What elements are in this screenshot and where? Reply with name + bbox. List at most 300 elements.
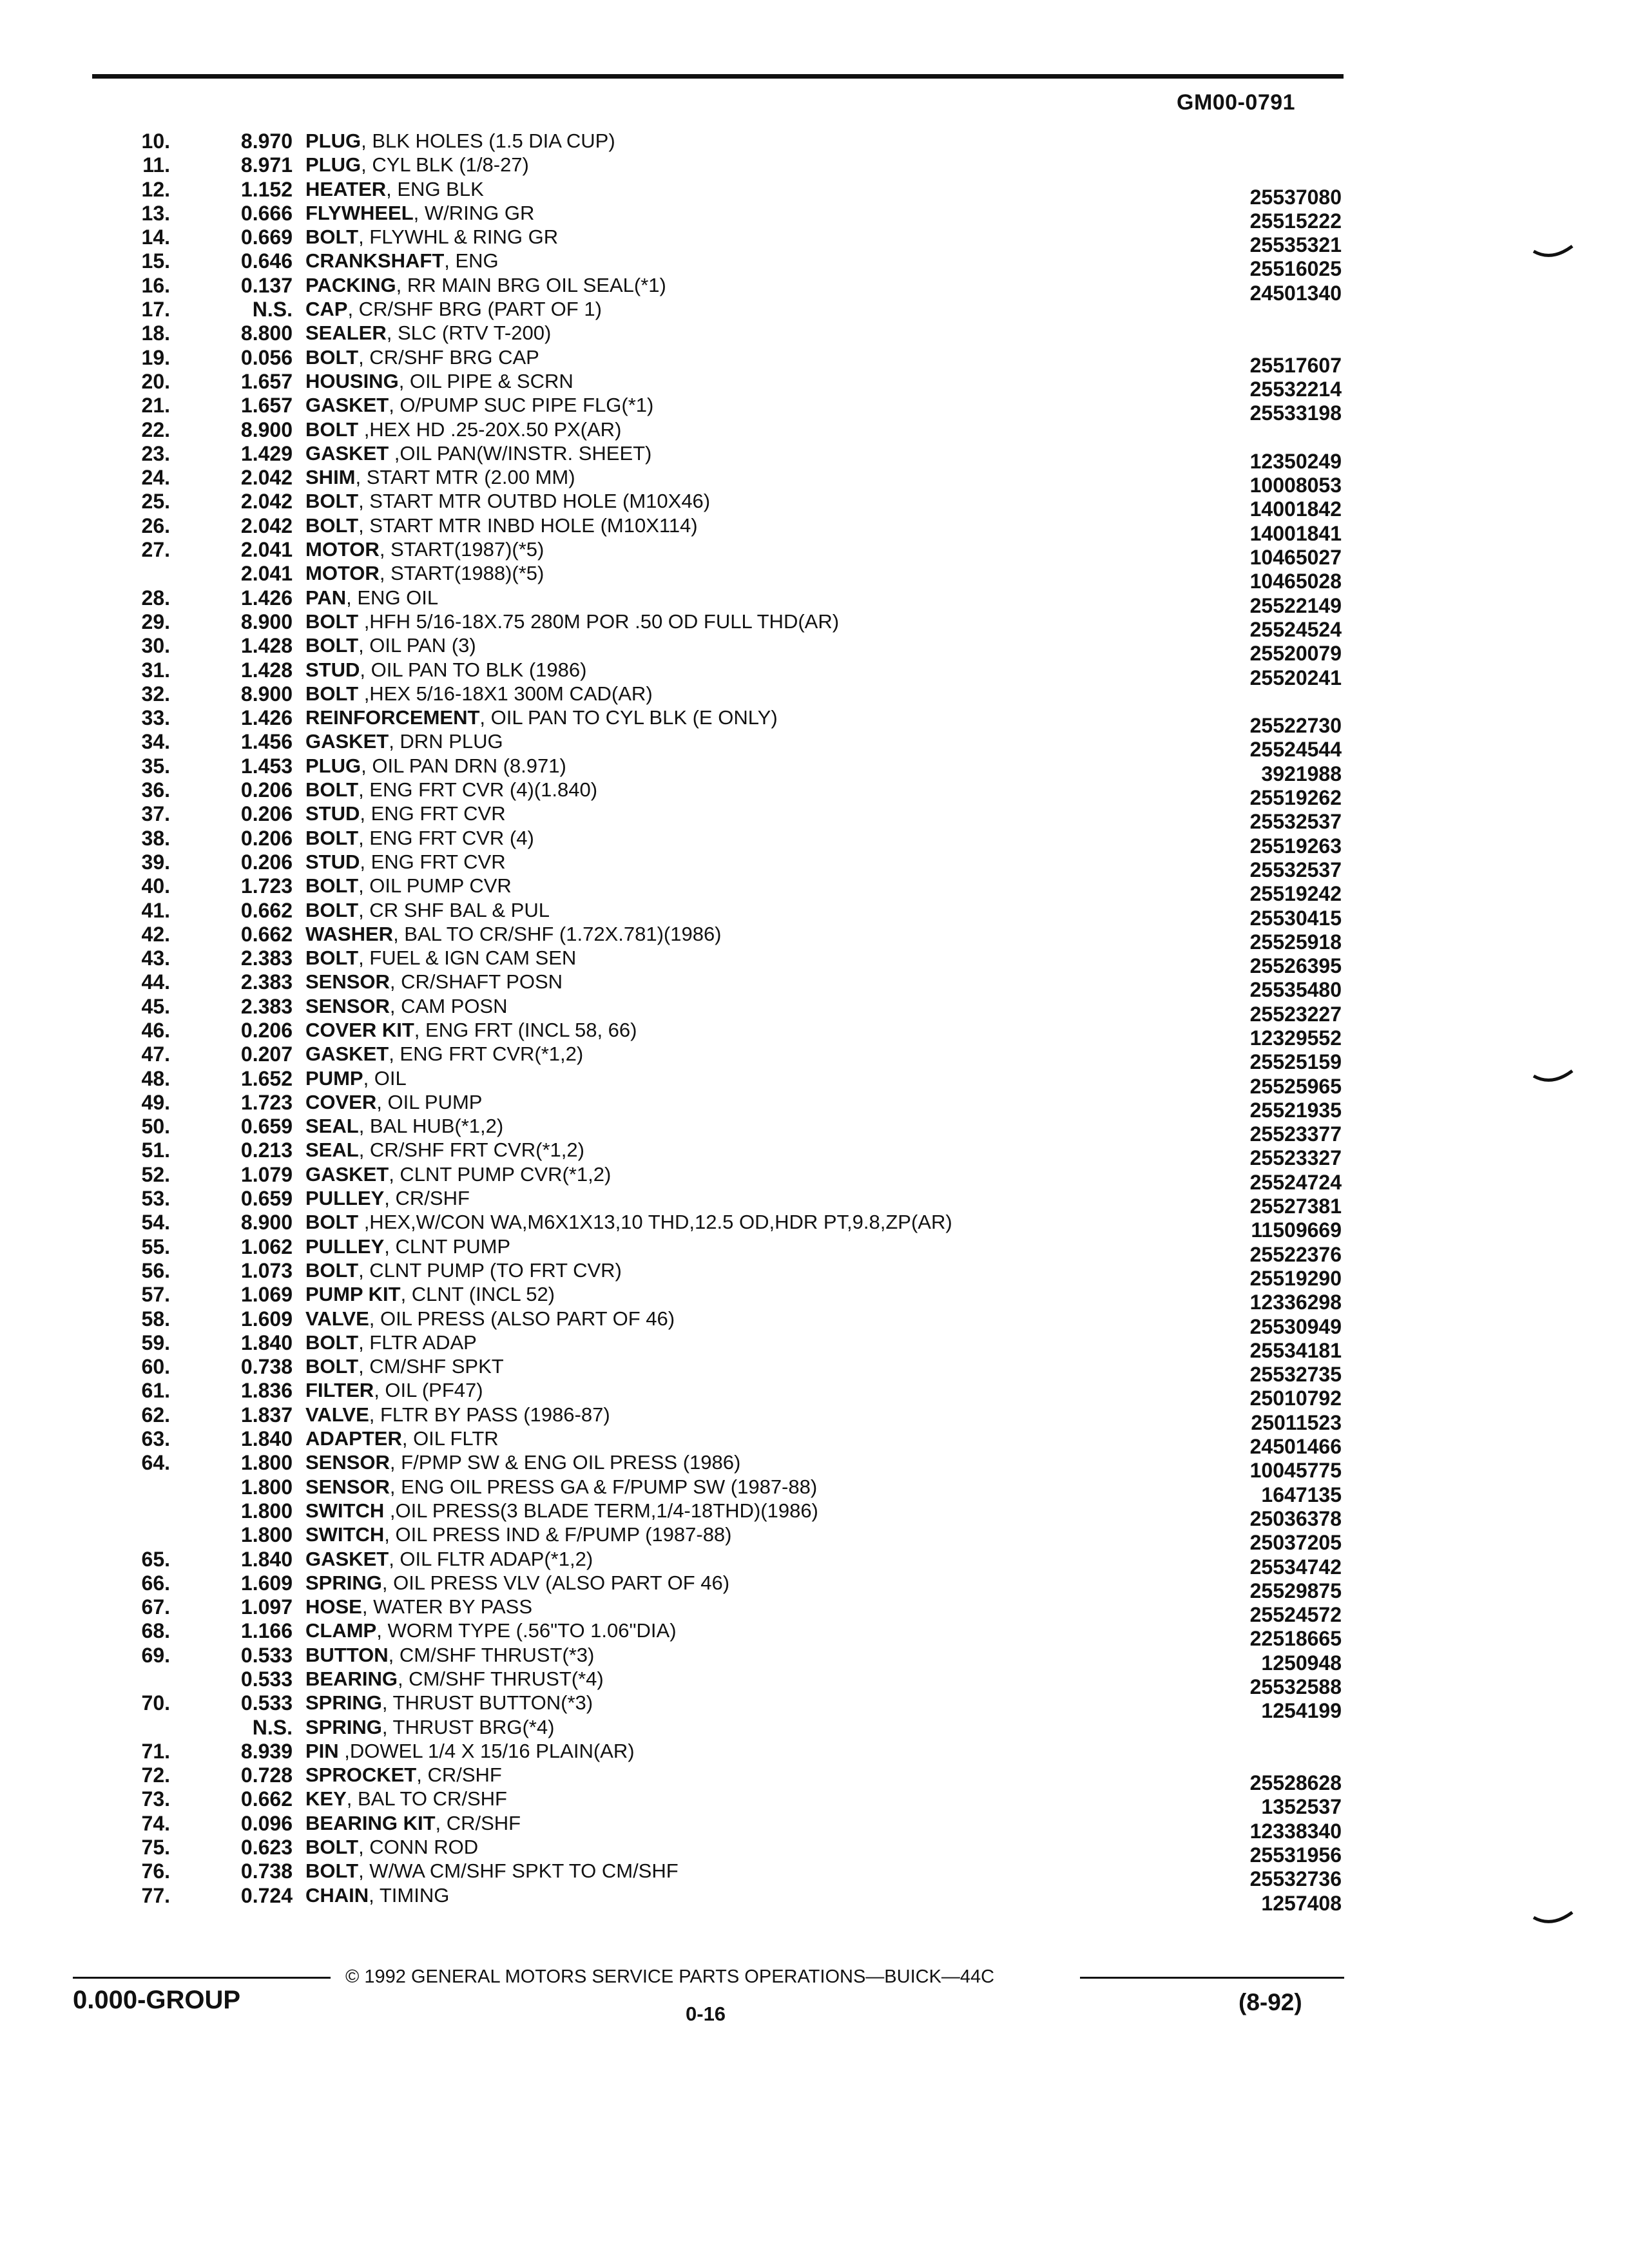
part-row xyxy=(0,1498,1629,1530)
part-detail: ,HEX HD .25-20X.50 PX(AR) xyxy=(358,418,622,441)
ref-number: 14. xyxy=(141,226,170,249)
part-row xyxy=(0,1666,1629,1698)
part-row xyxy=(0,1570,1629,1602)
part-detail: , ENG FRT CVR(*1,2) xyxy=(389,1043,584,1066)
part-name: MOTOR xyxy=(305,538,380,561)
part-row xyxy=(0,777,1629,810)
part-number: 12329552 xyxy=(1249,1026,1342,1050)
part-row xyxy=(0,537,1629,570)
part-number: 25534181 xyxy=(1249,1338,1342,1362)
part-detail: , FLTR BY PASS (1986-87) xyxy=(369,1403,610,1426)
part-name: FLYWHEEL xyxy=(305,201,414,224)
dot-leader xyxy=(514,1356,1204,1376)
part-detail: , BAL TO CR/SHF xyxy=(346,1787,507,1811)
part-row xyxy=(0,1017,1629,1050)
dot-leader xyxy=(648,1020,1204,1039)
part-name: BOLT xyxy=(305,898,359,921)
part-name: BOLT xyxy=(305,778,359,802)
part-name: BEARING KIT xyxy=(305,1811,436,1834)
part-detail: , OIL PRESS (ALSO PART OF 46) xyxy=(369,1307,675,1330)
part-description xyxy=(305,706,778,729)
part-row xyxy=(0,801,1629,834)
ref-number: 16. xyxy=(141,273,170,297)
dot-leader xyxy=(522,876,1204,895)
group-number: 0.662 xyxy=(240,922,293,946)
dot-leader xyxy=(568,227,1204,246)
part-detail: , CYL BLK (1/8-27) xyxy=(361,153,529,177)
ref-number: 77. xyxy=(141,1883,170,1907)
part-description xyxy=(305,874,512,898)
dot-leader xyxy=(487,1332,1204,1352)
group-number: 1.609 xyxy=(240,1571,293,1595)
part-row xyxy=(0,177,1629,209)
ref-number: 42. xyxy=(141,922,170,946)
part-name: SENSOR xyxy=(305,1475,390,1498)
part-row xyxy=(0,1426,1629,1459)
part-number: 25532736 xyxy=(1249,1867,1342,1891)
part-number: 25535480 xyxy=(1249,978,1342,1002)
part-description xyxy=(305,1763,502,1787)
part-name: HOSE xyxy=(305,1595,362,1619)
ref-number: 35. xyxy=(141,754,170,778)
dot-leader xyxy=(631,419,1204,439)
dot-leader xyxy=(488,1837,1204,1856)
part-name: BOLT xyxy=(305,514,359,537)
ref-number: 64. xyxy=(141,1451,170,1475)
part-row xyxy=(0,1258,1629,1290)
dot-leader xyxy=(621,1164,1204,1184)
group-number: 8.900 xyxy=(240,1211,293,1235)
part-detail: , CM/SHF SPKT xyxy=(358,1355,504,1378)
group-number: 1.429 xyxy=(240,441,293,465)
part-description xyxy=(305,682,653,706)
part-row xyxy=(0,1786,1629,1819)
part-detail: , CM/SHF THRUST(*3) xyxy=(388,1643,595,1666)
group-number: 0.056 xyxy=(240,345,293,369)
part-name: SPRING xyxy=(305,1691,382,1715)
group-number: 1.800 xyxy=(240,1475,293,1499)
part-description xyxy=(305,1644,594,1667)
group-number: 1.152 xyxy=(240,177,293,201)
ref-number: 63. xyxy=(141,1427,170,1451)
part-name: BOLT xyxy=(305,1860,359,1883)
ref-number: 43. xyxy=(141,947,170,970)
dot-leader xyxy=(554,563,1204,582)
part-number: 25521935 xyxy=(1249,1098,1342,1122)
part-name: ADAPTER xyxy=(305,1427,402,1450)
part-row xyxy=(0,1186,1629,1218)
dot-leader xyxy=(603,1693,1204,1712)
dot-leader xyxy=(417,1068,1204,1088)
part-detail: , ENG FRT CVR xyxy=(360,802,506,825)
part-detail: , CLNT PUMP xyxy=(384,1235,511,1258)
group-number: 0.206 xyxy=(240,778,293,802)
part-description xyxy=(305,1187,470,1210)
part-row xyxy=(0,1858,1629,1891)
ref-number: 21. xyxy=(141,394,170,418)
group-number: 0.533 xyxy=(240,1667,293,1691)
dot-leader xyxy=(487,635,1204,655)
dot-leader xyxy=(480,1188,1204,1207)
part-number: 25011523 xyxy=(1251,1410,1342,1434)
part-row xyxy=(0,1354,1629,1387)
dot-leader xyxy=(514,731,1204,751)
ref-number: 33. xyxy=(141,706,170,730)
dot-leader xyxy=(708,515,1204,535)
part-row xyxy=(0,296,1629,320)
part-detail: , CR/SHF FRT CVR(*1,2) xyxy=(358,1139,584,1162)
dot-leader xyxy=(849,611,1204,631)
group-number: 8.800 xyxy=(240,322,293,345)
part-number: 24501340 xyxy=(1249,281,1342,305)
group-number: 0.206 xyxy=(240,1018,293,1042)
dot-leader xyxy=(584,371,1204,390)
part-row xyxy=(0,273,1629,305)
part-description xyxy=(305,1091,482,1114)
part-row xyxy=(0,128,1629,152)
part-detail: , W/WA CM/SHF SPKT TO CM/SHF xyxy=(358,1860,679,1883)
part-detail: , F/PMP SW & ENG OIL PRESS (1986) xyxy=(389,1451,741,1474)
part-detail: , OIL FLTR xyxy=(401,1427,499,1450)
part-row xyxy=(0,681,1629,705)
part-number: 25516025 xyxy=(1249,257,1342,281)
ref-number: 39. xyxy=(141,850,170,874)
part-number: 1250948 xyxy=(1261,1651,1342,1675)
dot-leader xyxy=(720,491,1204,510)
group-number: 2.042 xyxy=(240,466,293,490)
part-detail: , ENG OIL xyxy=(346,586,439,609)
part-name: SENSOR xyxy=(305,1451,390,1474)
part-detail: , CR SHF BAL & PUL xyxy=(358,898,550,921)
part-detail: , ENG OIL PRESS GA & F/PUMP SW (1987-88) xyxy=(389,1475,818,1498)
ref-number: 53. xyxy=(141,1187,170,1211)
ref-number: 59. xyxy=(141,1331,170,1354)
group-number: 1.840 xyxy=(240,1427,293,1451)
part-name: CRANKSHAFT xyxy=(305,249,445,273)
part-name: PACKING xyxy=(305,273,396,296)
part-detail: , START(1987)(*5) xyxy=(379,538,545,561)
part-name: WASHER xyxy=(305,922,394,945)
part-name: PULLEY xyxy=(305,1235,385,1258)
part-description xyxy=(305,995,508,1018)
part-description xyxy=(305,1115,503,1138)
part-detail: ,OIL PAN(W/INSTR. SHEET) xyxy=(389,441,652,465)
dot-leader xyxy=(492,1092,1204,1111)
part-name: SWITCH xyxy=(305,1499,385,1522)
part-description xyxy=(305,346,539,369)
part-detail: , OIL (PF47) xyxy=(374,1379,483,1402)
group-number: 8.900 xyxy=(240,682,293,706)
ref-number: 52. xyxy=(141,1162,170,1186)
ref-number: 65. xyxy=(141,1547,170,1571)
part-description xyxy=(305,1043,583,1066)
part-description xyxy=(305,1860,679,1883)
group-number: 1.723 xyxy=(240,874,293,898)
part-name: BOLT xyxy=(305,1258,359,1282)
part-number: 25529875 xyxy=(1249,1579,1342,1602)
part-name: HEATER xyxy=(305,177,387,200)
part-description xyxy=(305,1619,677,1642)
part-description xyxy=(305,1403,610,1427)
group-number: 2.383 xyxy=(240,970,293,994)
part-name: BEARING xyxy=(305,1667,398,1690)
part-description xyxy=(305,1235,510,1258)
part-row xyxy=(0,345,1629,377)
part-description xyxy=(305,1163,611,1186)
ref-number: 29. xyxy=(141,610,170,633)
part-number: 25525965 xyxy=(1249,1074,1342,1098)
part-number: 11509669 xyxy=(1251,1218,1342,1242)
part-description xyxy=(305,850,506,874)
part-row xyxy=(0,1618,1629,1651)
part-detail: , OIL PIPE & SCRN xyxy=(398,369,574,392)
dot-leader xyxy=(645,1741,1204,1760)
part-detail: , ENG FRT CVR (4)(1.840) xyxy=(358,778,598,802)
group-number: 0.213 xyxy=(240,1139,293,1162)
dot-leader xyxy=(827,1477,1204,1496)
dot-leader xyxy=(626,131,1204,150)
dot-leader xyxy=(514,1116,1204,1135)
part-number: 25525918 xyxy=(1249,930,1342,954)
part-detail: , OIL PRESS IND & F/PUMP (1987-88) xyxy=(384,1523,732,1546)
part-number: 25527381 xyxy=(1249,1195,1342,1218)
ref-number: 55. xyxy=(141,1235,170,1258)
part-detail: , CLNT (INCL 52) xyxy=(400,1283,555,1306)
dot-leader xyxy=(740,1573,1204,1592)
ref-number: 27. xyxy=(141,538,170,562)
part-detail: , O/PUMP SUC PIPE FLG(*1) xyxy=(389,394,654,417)
part-number: 25532214 xyxy=(1249,377,1342,401)
part-number: 25522149 xyxy=(1249,593,1342,617)
part-number: 12350249 xyxy=(1249,449,1342,473)
part-row xyxy=(0,1113,1629,1146)
part-number: 25524544 xyxy=(1249,738,1342,762)
part-description xyxy=(305,202,534,225)
part-number: 25534742 xyxy=(1249,1555,1342,1579)
part-row xyxy=(0,585,1629,617)
part-description xyxy=(305,1740,635,1763)
part-name: CLAMP xyxy=(305,1619,377,1642)
part-description xyxy=(305,1211,952,1234)
dot-leader xyxy=(632,1260,1204,1280)
group-number: 1.456 xyxy=(240,730,293,754)
part-number: 25515222 xyxy=(1249,209,1342,233)
part-number: 25535321 xyxy=(1249,233,1342,257)
group-number: 0.659 xyxy=(240,1187,293,1211)
dot-leader xyxy=(521,1236,1204,1256)
ref-number: 23. xyxy=(141,441,170,465)
part-number: 3921988 xyxy=(1261,762,1342,785)
dot-leader xyxy=(512,1765,1204,1784)
ref-number: 69. xyxy=(141,1643,170,1667)
group-number: 1.657 xyxy=(240,369,293,393)
group-number: 1.166 xyxy=(240,1619,293,1643)
ref-number: 10. xyxy=(141,130,170,153)
part-description xyxy=(305,1475,817,1499)
dot-leader xyxy=(608,780,1204,799)
group-number: 1.426 xyxy=(240,586,293,610)
dot-leader xyxy=(788,707,1204,727)
part-detail: , CR/SHAFT POSN xyxy=(389,970,563,994)
part-detail: , SLC (RTV T-200) xyxy=(386,322,552,345)
part-number: 25528628 xyxy=(1249,1771,1342,1795)
part-number: 25036378 xyxy=(1249,1506,1342,1530)
ref-number: 20. xyxy=(141,369,170,393)
part-description xyxy=(305,226,558,249)
dot-leader xyxy=(662,443,1204,463)
group-number: 1.609 xyxy=(240,1307,293,1331)
group-number: 8.900 xyxy=(240,418,293,441)
part-row xyxy=(0,417,1629,441)
part-description xyxy=(305,1019,637,1042)
dot-leader xyxy=(603,1549,1204,1568)
part-row xyxy=(0,1762,1629,1795)
ref-number: 48. xyxy=(141,1066,170,1090)
part-number: 25010792 xyxy=(1249,1387,1342,1410)
part-number: 25524572 xyxy=(1249,1603,1342,1627)
part-name: SEAL xyxy=(305,1115,359,1138)
part-name: STUD xyxy=(305,658,360,681)
part-detail: , ENG xyxy=(444,249,499,273)
part-detail: , START MTR (2.00 MM) xyxy=(355,466,575,489)
ref-number: 54. xyxy=(141,1211,170,1235)
ref-number: 74. xyxy=(141,1811,170,1835)
ref-number: 76. xyxy=(141,1860,170,1883)
part-name: BOLT xyxy=(305,1355,359,1378)
dot-leader xyxy=(664,395,1204,414)
revision-date: (8-92) xyxy=(1239,1989,1302,2015)
part-description xyxy=(305,634,476,657)
part-name: SEAL xyxy=(305,1139,359,1162)
part-description xyxy=(305,923,722,946)
part-number: 25523377 xyxy=(1249,1122,1342,1146)
dot-leader xyxy=(663,684,1204,703)
part-row xyxy=(0,1282,1629,1314)
part-description xyxy=(305,538,544,561)
group-number: 1.837 xyxy=(240,1403,293,1427)
part-description xyxy=(305,249,499,273)
part-detail: , RR MAIN BRG OIL SEAL(*1) xyxy=(396,273,666,296)
ref-number: 11. xyxy=(142,153,170,177)
part-detail: ,HEX 5/16-18X1 300M CAD(AR) xyxy=(358,682,653,705)
part-detail: , THRUST BUTTON(*3) xyxy=(381,1691,593,1715)
part-detail: , CR/SHF xyxy=(384,1187,470,1210)
document-code: GM00-0791 xyxy=(1177,90,1296,115)
footer-rule-left xyxy=(73,1977,331,1979)
part-name: SENSOR xyxy=(305,970,390,994)
part-name: SHIM xyxy=(305,466,356,489)
ref-number: 32. xyxy=(141,682,170,706)
group-number: 2.041 xyxy=(240,538,293,562)
part-row xyxy=(0,1306,1629,1338)
part-row xyxy=(0,945,1629,978)
dot-leader xyxy=(597,660,1204,679)
part-name: SPRING xyxy=(305,1571,382,1594)
part-number: 25532588 xyxy=(1249,1675,1342,1698)
part-name: HOUSING xyxy=(305,369,399,392)
part-row xyxy=(0,488,1629,521)
part-name: VALVE xyxy=(305,1307,369,1330)
part-detail: , OIL FLTR ADAP(*1,2) xyxy=(389,1547,593,1570)
part-detail: , CR/SHF BRG CAP xyxy=(358,345,539,369)
part-description xyxy=(305,418,621,441)
part-name: PLUG xyxy=(305,130,361,152)
part-name: GASKET xyxy=(305,730,389,753)
part-name: BOLT xyxy=(305,610,359,633)
group-number: 1.657 xyxy=(240,394,293,418)
part-number: 25524524 xyxy=(1249,617,1342,641)
part-row xyxy=(0,753,1629,785)
dot-leader xyxy=(509,251,1204,270)
part-number: 25533198 xyxy=(1249,401,1342,425)
dot-leader xyxy=(509,1428,1204,1448)
part-name: STUD xyxy=(305,850,360,873)
dot-leader xyxy=(459,1885,1204,1905)
group-number: 1.800 xyxy=(240,1499,293,1523)
ref-number: 68. xyxy=(141,1619,170,1643)
part-detail: , ENG FRT CVR (4) xyxy=(358,826,534,849)
part-detail: , CR/SHF xyxy=(435,1811,521,1834)
part-number: 25531956 xyxy=(1249,1843,1342,1867)
part-detail: , WORM TYPE (.56"TO 1.06"DIA) xyxy=(376,1619,677,1642)
part-description xyxy=(305,466,575,489)
part-number: 25519242 xyxy=(1249,882,1342,906)
part-detail: ,HEX,W/CON WA,M6X1X13,10 THD,12.5 OD,HDR PT,9.8,ZP(AR) xyxy=(358,1211,952,1234)
part-row xyxy=(0,1522,1629,1555)
part-row xyxy=(0,1378,1629,1410)
dot-leader xyxy=(550,347,1204,367)
part-number: 25532537 xyxy=(1249,858,1342,881)
top-rule xyxy=(92,74,1344,79)
part-name: BOLT xyxy=(305,947,359,970)
dot-leader xyxy=(564,1717,1204,1736)
part-name: BOLT xyxy=(305,490,359,513)
part-row xyxy=(0,441,1629,473)
part-row xyxy=(0,248,1629,281)
part-name: FILTER xyxy=(305,1379,374,1402)
page-number: 0-16 xyxy=(686,2003,726,2025)
part-name: BOLT xyxy=(305,1211,359,1234)
ref-number: 57. xyxy=(141,1283,170,1307)
group-number: 8.970 xyxy=(240,130,293,153)
ref-number: 38. xyxy=(141,826,170,850)
group-number: 8.939 xyxy=(240,1739,293,1763)
part-name: BOLT xyxy=(305,345,359,369)
dot-leader xyxy=(742,1524,1204,1544)
part-row xyxy=(0,1234,1629,1266)
part-row xyxy=(0,1162,1629,1194)
dot-leader xyxy=(545,828,1204,847)
part-number: 25519290 xyxy=(1249,1266,1342,1290)
part-name: BOLT xyxy=(305,1331,359,1354)
group-number: 0.206 xyxy=(240,850,293,874)
part-detail: , THRUST BRG(*4) xyxy=(381,1715,555,1738)
part-name: BUTTON xyxy=(305,1643,389,1666)
part-description xyxy=(305,1548,593,1571)
group-number: 0.623 xyxy=(240,1836,293,1860)
part-name: BOLT xyxy=(305,826,359,849)
ref-number: 17. xyxy=(141,298,170,322)
ref-number: 41. xyxy=(141,898,170,922)
dot-leader xyxy=(751,1452,1204,1472)
part-description xyxy=(305,970,563,994)
part-number: 25037205 xyxy=(1249,1531,1342,1555)
part-description xyxy=(305,514,698,537)
dot-leader xyxy=(516,852,1204,871)
part-name: PLUG xyxy=(305,754,361,777)
part-detail: , FLTR ADAP xyxy=(358,1331,477,1354)
part-description xyxy=(305,298,602,321)
